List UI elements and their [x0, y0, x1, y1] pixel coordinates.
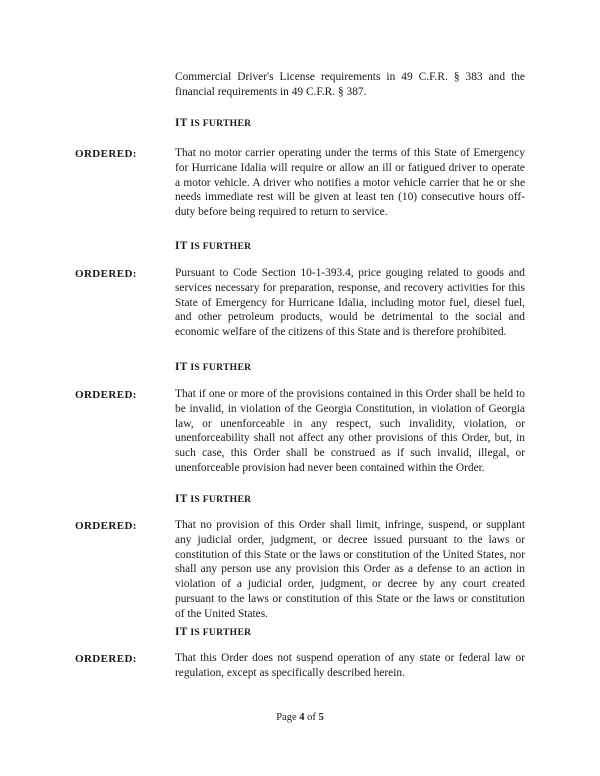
it-is-further-heading: IT IS FURTHER	[175, 361, 252, 373]
ordered-label: ORDERED:	[75, 653, 137, 665]
provision-paragraph: That this Order does not suspend operation of any state or federal law or regulation, except as specifically described herein.	[175, 652, 525, 679]
ordered-label: ORDERED:	[75, 520, 137, 532]
provision-paragraph: That no provision of this Order shall limit, infringe, suspend, or supplant any judicial order, judgment, or decree issued pursuant to the laws or constitution of this State or the laws or constitution of the United States, nor shall any person use any provision this Order as a defense to an action in violation of a judicial order, judgment, or decree by any court created pursuant to the laws or constitution of this State or the laws or constitution of the United States.	[175, 519, 525, 620]
ordered-label: ORDERED:	[75, 148, 137, 160]
it-is-further-heading: IT IS FURTHER	[175, 493, 252, 505]
provision-paragraph: That no motor carrier operating under the terms of this State of Emergency for Hurricane Idalia will require or allow an ill or fatigued driver to operate a motor vehicle. A driver who notifies a motor vehicle carrier that he or she needs immediate rest will be given at least ten (10) consecutive hours off-duty before being required to return to service.	[175, 147, 525, 219]
provision-paragraph: That if one or more of the provisions contained in this Order shall be held to be invalid, in violation of the Georgia Constitution, in violation of Georgia law, or unenforceable in any respect, such invalidity, violation, or unenforceability shall not affect any other provisions of this Order, but, in such case, this Order shall be construed as if such invalid, illegal, or unenforceable provision had never been contained within the Order.	[175, 388, 525, 474]
page-word: Page	[276, 712, 297, 723]
it-is-further-heading: IT IS FURTHER	[175, 626, 252, 638]
ordered-label: ORDERED:	[75, 268, 137, 280]
provision-paragraph: Pursuant to Code Section 10-1-393.4, price gouging related to goods and services necessary for preparation, response, and recovery activities for this State of Emergency for Hurricane Idalia, including motor fuel, diesel fuel, and other petroleum products, would be detrimental to the social and economic welfare of the citizens of this State and is therefore prohibited.	[175, 267, 525, 339]
page-footer	[0, 712, 600, 723]
it-is-further-heading: IT IS FURTHER	[175, 117, 252, 129]
of-word: of	[307, 712, 316, 723]
continuation-paragraph: Commercial Driver's License requirements in 49 C.F.R. § 383 and the financial requirements in 49 C.F.R. § 387.	[175, 71, 525, 98]
total-pages: 5	[318, 712, 324, 723]
it-is-further-heading: IT IS FURTHER	[175, 240, 252, 252]
ordered-label: ORDERED:	[75, 389, 137, 401]
page-number: 4	[299, 712, 305, 723]
